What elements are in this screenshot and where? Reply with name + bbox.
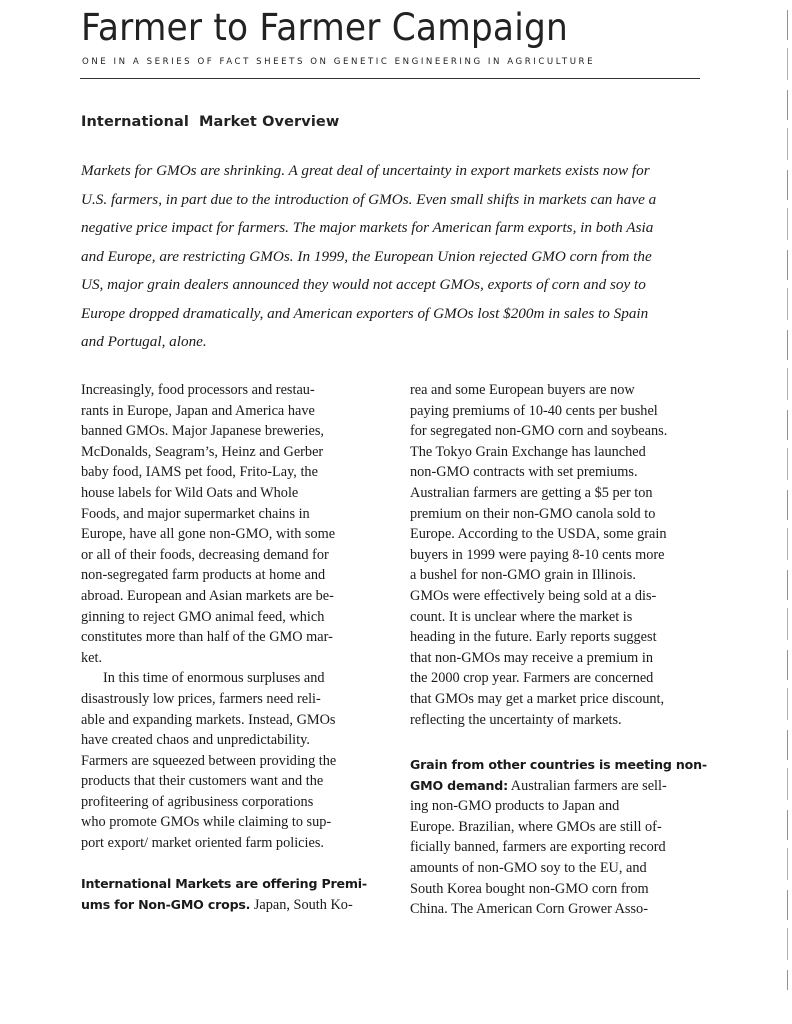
- text-line: rants in Europe, Japan and America have: [81, 402, 315, 419]
- text-line: for segregated non-GMO corn and soybeans.: [410, 423, 668, 440]
- left-paragraph-1: [81, 380, 401, 668]
- text-line: banned GMOs. Major Japanese breweries,: [81, 423, 324, 440]
- text-line: paying premiums of 10-40 cents per bushel: [410, 402, 658, 419]
- text-line: that GMOs may get a market price discount,: [410, 690, 665, 707]
- text-line: or all of their foods, decreasing demand for: [81, 546, 329, 563]
- text-line: The Tokyo Grain Exchange has launched: [410, 443, 646, 460]
- text-line: Foods, and major supermarket chains in: [81, 505, 310, 522]
- text-line: ket.: [81, 649, 103, 666]
- text-line: South Korea bought non-GMO corn from: [410, 880, 649, 897]
- text-line: ginning to reject GMO animal feed, which: [81, 608, 325, 625]
- text-line: have created chaos and unpredictability.: [81, 732, 310, 749]
- scan-edge-line: [787, 10, 788, 990]
- intro-line: and Portugal, alone.: [81, 333, 207, 350]
- right-paragraph-1: [410, 380, 730, 730]
- text-line: abroad. European and Asian markets are be-: [81, 587, 334, 604]
- text-line: Europe. According to the USDA, some grain: [410, 526, 667, 543]
- text-line: rea and some European buyers are now: [410, 382, 635, 398]
- paragraph-spacer: [81, 854, 401, 875]
- run-in-heading: GMO demand:: [410, 777, 508, 793]
- text-run: Japan, South Ko-: [250, 896, 353, 913]
- text-line: [410, 776, 730, 797]
- text-line: non-segregated farm products at home and: [81, 567, 326, 584]
- text-line: a bushel for non-GMO grain in Illinois.: [410, 567, 636, 584]
- text-line: profiteering of agribusiness corporations: [81, 793, 314, 810]
- text-line: house labels for Wild Oats and Whole: [81, 484, 299, 501]
- intro-line: US, major grain dealers announced they would not accept GMOs, exports of corn and soy to: [81, 276, 646, 293]
- intro-line: and Europe, are restricting GMOs. In 1999, the European Union rejected GMO corn from the: [81, 247, 652, 265]
- text-line: Europe, have all gone non-GMO, with some: [81, 526, 336, 543]
- document-title: Farmer to Farmer Campaign: [81, 6, 568, 49]
- text-line: Europe. Brazilian, where GMOs are still of-: [410, 818, 662, 835]
- left-column: [81, 380, 401, 915]
- right-column: [410, 380, 730, 920]
- text-line: Farmers are squeezed between providing the: [81, 752, 337, 769]
- text-line: able and expanding markets. Instead, GMOs: [81, 711, 336, 728]
- text-line: non-GMO contracts with set premiums.: [410, 464, 638, 481]
- text-line: amounts of non-GMO soy to the EU, and: [410, 860, 647, 877]
- text-line: Increasingly, food processors and restau-: [81, 382, 315, 398]
- text-line: port export/ market oriented farm policies.: [81, 835, 324, 852]
- subtitle-text: ONE IN A SERIES OF FACT SHEETS ON GENETIC ENGINEERING IN AGRICULTURE: [82, 57, 596, 67]
- text-line: count. It is unclear where the market is: [410, 608, 633, 625]
- intro-line: U.S. farmers, in part due to the introduction of GMOs. Even small shifts in markets can have a: [81, 190, 657, 208]
- text-line: heading in the future. Early reports suggest: [410, 629, 657, 646]
- intro-line: negative price impact for farmers. The major markets for American farm exports, in both Asia: [81, 219, 654, 236]
- text-line: premium on their non-GMO canola sold to: [410, 505, 656, 522]
- text-line: that non-GMOs may receive a premium in: [410, 649, 653, 666]
- intro-paragraph: [81, 157, 701, 357]
- document-subtitle: [82, 55, 595, 69]
- text-line: GMOs were effectively being sold at a dis-: [410, 587, 657, 604]
- text-line: buyers in 1999 were paying 8-10 cents more: [410, 546, 665, 563]
- text-line: baby food, IAMS pet food, Frito-Lay, the: [81, 464, 318, 481]
- run-in-heading: ums for Non-GMO crops.: [81, 896, 251, 912]
- text-line: [81, 895, 401, 916]
- intro-line: Markets for GMOs are shrinking. A great deal of uncertainty in export markets exists now for: [81, 162, 650, 179]
- intro-line: Europe dropped dramatically, and American exporters of GMOs lost $200m in sales to Spain: [81, 304, 649, 322]
- left-paragraph-2: [81, 668, 401, 853]
- text-line: constitutes more than half of the GMO mar-: [81, 629, 333, 646]
- text-line: the 2000 crop year. Farmers are concerned: [410, 670, 654, 687]
- text-line: ing non-GMO products to Japan and: [410, 798, 620, 815]
- text-line: ficially banned, farmers are exporting record: [410, 839, 666, 856]
- left-paragraph-3: [81, 874, 401, 915]
- text-line: In this time of enormous surpluses and: [103, 670, 325, 687]
- section-heading: [81, 114, 339, 130]
- header-divider: [80, 78, 700, 79]
- text-line: who promote GMOs while claiming to sup-: [81, 814, 332, 831]
- text-line: Australian farmers are getting a $5 per ton: [410, 484, 653, 501]
- text-line: McDonalds, Seagram’s, Heinz and Gerber: [81, 443, 324, 460]
- section-heading-part1: International: [81, 114, 189, 130]
- text-line: products that their customers want and the: [81, 773, 324, 790]
- run-in-heading: International Markets are offering Premi-: [81, 876, 367, 892]
- section-heading-part2: Market Overview: [198, 114, 340, 130]
- paragraph-spacer: [410, 730, 730, 755]
- text-run: Australian farmers are sell-: [507, 777, 667, 794]
- text-line: reflecting the uncertainty of markets.: [410, 711, 622, 728]
- run-in-heading: Grain from other countries is meeting non-: [410, 757, 707, 773]
- right-paragraph-2: [410, 755, 730, 920]
- text-line: disastrously low prices, farmers need reli-: [81, 690, 321, 707]
- text-line: China. The American Corn Grower Asso-: [410, 901, 648, 918]
